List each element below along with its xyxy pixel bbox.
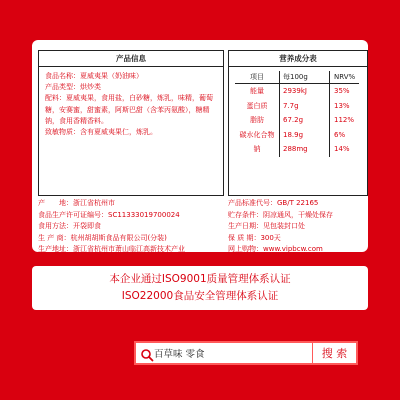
search-bar [134, 341, 358, 365]
nutrition-cell: 13% [334, 101, 350, 110]
shelf-life-line: 保 质 期：300天 [228, 233, 281, 242]
allergen-text: 致敏物质：含有夏威夷果仁，炼乳。 [45, 128, 157, 137]
product-info-title: 产品信息 [39, 51, 223, 67]
product-info-body [39, 67, 223, 142]
nutrition-row [235, 113, 359, 128]
nutrition-box [228, 50, 368, 196]
iso22000-text: ISO22000食品安全管理体系认证 [121, 290, 279, 302]
standard-line: 产品标准代号：GB/T 22165 [228, 199, 319, 207]
ingredients-text: 配料：夏威夷果，食用盐，白砂糖，炼乳，味精，葡萄糖，安赛蜜，甜蜜素，阿斯巴甜（含苯丙氨酸），糖精钠，食用香精香料。 [45, 94, 213, 125]
manufacturer-line: 生 产 商：杭州胡胡斯食品有限公司(分装) [38, 233, 167, 242]
product-info-box [38, 50, 224, 196]
label-panel [32, 40, 368, 265]
nutrition-cell: 18.9g [280, 128, 330, 143]
license-line: 食品生产许可证编号：SC11333019700024 [38, 210, 180, 219]
address-line: 生产地址：浙江省杭州市萧山临江高新技术产业 [38, 245, 185, 253]
nutrition-row [235, 142, 359, 157]
product-type-line: 产品类型：烘炒类 [45, 83, 101, 92]
hotline-line: 服务热线：400-881-0118 [228, 256, 313, 265]
nutrition-cell: 7.7g [280, 99, 330, 114]
nutrition-cell: 能量 [250, 87, 264, 96]
nutrition-cell: 288mg [280, 142, 330, 157]
nutrition-cell: 6% [334, 130, 346, 139]
nutrition-header-row [235, 71, 359, 84]
nutrition-cell: 2939kJ [280, 84, 330, 99]
nutrition-cell: 112% [334, 116, 355, 125]
nutrition-header-item: 项目 [235, 71, 280, 84]
details-left-column [38, 198, 220, 267]
certification-banner [32, 266, 368, 310]
details-right-column [228, 198, 366, 267]
search-icon [140, 347, 154, 361]
website-line: 网上购物：www.vipbcw.com [228, 245, 323, 253]
nutrition-row [235, 99, 359, 114]
usage-line: 食用方法：开袋即食 [38, 222, 101, 230]
nutrition-row [235, 128, 359, 143]
nutrition-cell: 碳水化合物 [239, 130, 275, 139]
search-button[interactable]: 搜 索 [312, 343, 356, 363]
product-name-line: 食品名称：夏威夷果（奶油味） [45, 72, 143, 80]
nutrition-table [235, 71, 359, 157]
nutrition-cell: 14% [334, 145, 350, 154]
nutrition-cell: 35% [334, 87, 350, 96]
production-date-line: 生产日期：见包装封口处 [228, 222, 305, 230]
nutrition-title: 营养成分表 [229, 51, 367, 67]
nutrition-cell: 脂肪 [250, 116, 264, 125]
nutrition-cell: 蛋白质 [246, 101, 268, 110]
iso9001-text: 本企业通过ISO9001质量管理体系认证 [109, 273, 291, 285]
storage-line: 贮存条件：阴凉通风，干燥处保存 [228, 210, 333, 219]
address-line-2: 开发区纬七路1999号 [38, 256, 140, 265]
nutrition-row [235, 84, 359, 99]
nutrition-header-nrv: NRV% [330, 71, 360, 84]
origin-line: 产 地：浙江省杭州市 [38, 199, 115, 207]
nutrition-cell: 67.2g [280, 113, 330, 128]
search-input[interactable] [154, 343, 274, 363]
nutrition-header-per100g: 每100g [280, 71, 330, 84]
nutrition-cell: 钠 [253, 145, 261, 154]
